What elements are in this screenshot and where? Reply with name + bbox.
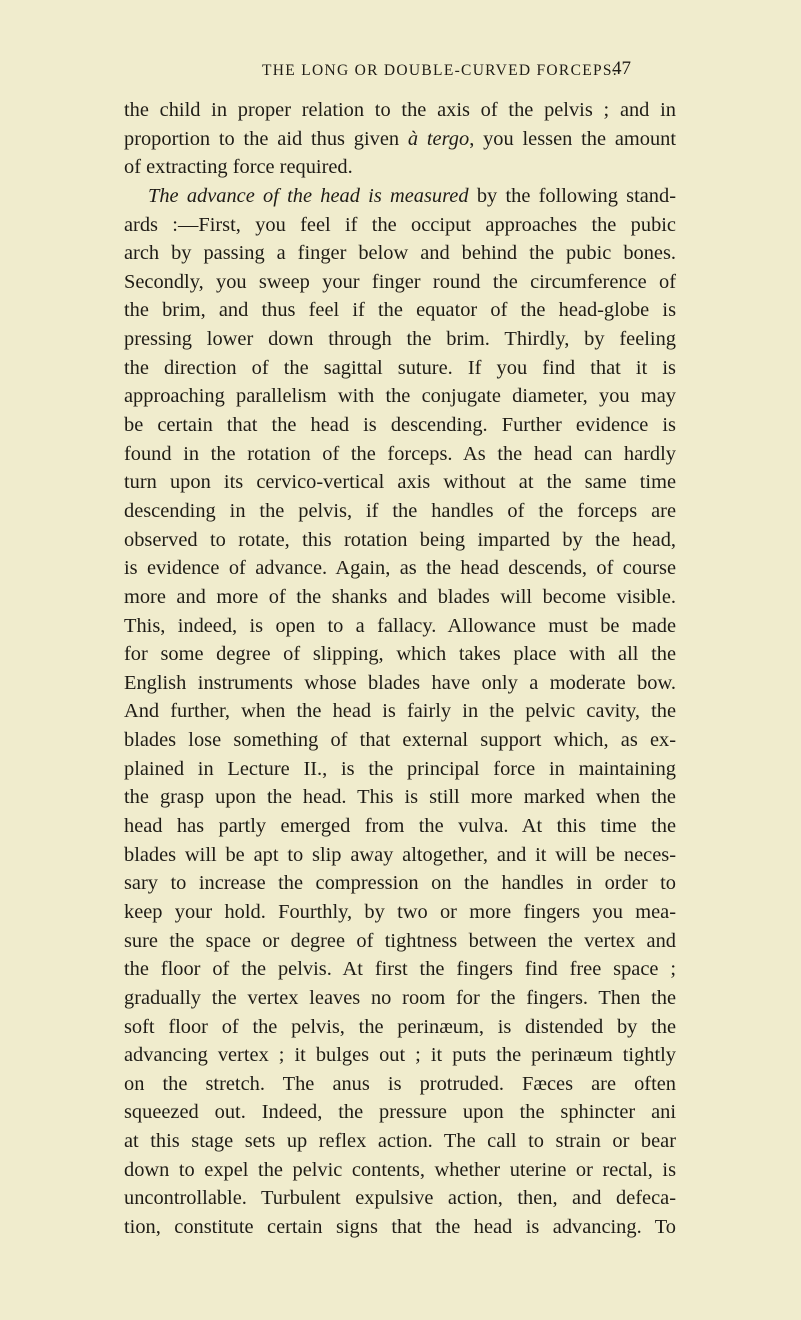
- text-line: plained in Lecture II., is the principal force in maintaining: [124, 757, 676, 780]
- text-line: gradually the vertex leaves no room for the fingers. Then the: [124, 986, 676, 1009]
- text-line: at this stage sets up reflex action. The call to strain or bear: [124, 1130, 676, 1153]
- text-line: advancing vertex ; it bulges out ; it puts the perinæum tightly: [124, 1044, 676, 1067]
- text-line: more and more of the shanks and blades will become visible.: [124, 585, 676, 608]
- text-line: squeezed out. Indeed, the pressure upon the sphincter ani: [124, 1101, 676, 1124]
- text-line: This, indeed, is open to a fallacy. Allowance must be made: [124, 614, 676, 637]
- text-line: And further, when the head is fairly in the pelvic cavity, the: [124, 700, 676, 723]
- text-line: Secondly, you sweep your finger round the circumference of: [124, 270, 676, 293]
- text-line: the floor of the pelvis. At first the fingers find free space ;: [124, 958, 676, 981]
- text-line: is evidence of advance. Again, as the head descends, of course: [124, 557, 676, 580]
- text-line: the direction of the sagittal suture. If you find that it is: [124, 356, 676, 379]
- text-line: be certain that the head is descending. Further evidence is: [124, 414, 676, 437]
- text-line: ards :—First, you feel if the occiput approaches the pubic: [124, 213, 676, 236]
- text-line: tion, constitute certain signs that the head is advancing. To: [124, 1215, 676, 1238]
- text-line: observed to rotate, this rotation being imparted by the head,: [124, 528, 676, 551]
- text-line: down to expel the pelvic contents, whether uterine or rectal, is: [124, 1158, 676, 1181]
- running-title: THE LONG OR DOUBLE-CURVED FORCEPS.: [262, 62, 618, 79]
- text-line: for some degree of slipping, which takes place with all the: [124, 643, 676, 666]
- text-line: blades will be apt to slip away altogether, and it will be neces-: [124, 843, 676, 866]
- text-line: the child in proper relation to the axis of the pelvis ; and in: [124, 99, 676, 121]
- text-line: pressing lower down through the brim. Thirdly, by feeling: [124, 328, 676, 351]
- text-line: the grasp upon the head. This is still more marked when the: [124, 786, 676, 809]
- text-line: found in the rotation of the forceps. As the head can hardly: [124, 442, 676, 465]
- text-line: keep your hold. Fourthly, by two or more fingers you mea-: [124, 900, 676, 923]
- running-head: [0, 58, 801, 86]
- text-line: arch by passing a finger below and behind the pubic bones.: [124, 242, 676, 265]
- body-text: [124, 96, 676, 1242]
- text-line: blades lose something of that external support which, as ex-: [124, 729, 676, 752]
- text-line: proportion to the aid thus given à tergo, you lessen the amount: [124, 127, 676, 150]
- text-line: approaching parallelism with the conjugate diameter, you may: [124, 385, 676, 408]
- text-line: on the stretch. The anus is protruded. Fæces are often: [124, 1072, 676, 1095]
- text-line: sure the space or degree of tightness between the vertex and: [124, 929, 676, 952]
- text-line: soft floor of the pelvis, the perinæum, is distended by the: [124, 1015, 676, 1038]
- text-line: sary to increase the compression on the handles in order to: [124, 872, 676, 895]
- text-line: turn upon its cervico-vertical axis without at the same time: [124, 471, 676, 494]
- text-line: English instruments whose blades have only a moderate bow.: [124, 671, 676, 694]
- text-line: the brim, and thus feel if the equator of the head-globe is: [124, 299, 676, 322]
- text-line: The advance of the head is measured by the following stand-: [148, 184, 676, 207]
- text-line: of extracting force required.: [124, 156, 353, 179]
- text-line: head has partly emerged from the vulva. At this time the: [124, 815, 676, 838]
- text-line: descending in the pelvis, if the handles of the forceps are: [124, 499, 676, 522]
- page-number: 47: [612, 58, 631, 79]
- text-line: uncontrollable. Turbulent expulsive action, then, and defeca-: [124, 1187, 676, 1210]
